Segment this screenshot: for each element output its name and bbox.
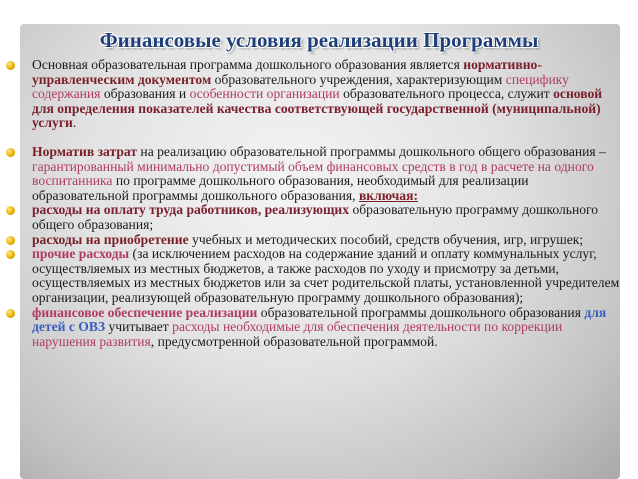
text: Основная образовательная программа дошкольного образования является bbox=[32, 57, 464, 72]
list-item bbox=[0, 247, 638, 305]
text: образовательную программу дошкольного общего образования; bbox=[32, 202, 599, 232]
text: по программе дошкольного образования, необходимый для реализации образовательной программы дошкольного образования, bbox=[32, 173, 529, 203]
highlight: прочие расходы bbox=[32, 246, 130, 262]
bullet-icon bbox=[6, 206, 15, 215]
text: образования и bbox=[100, 86, 190, 102]
text: учитывает bbox=[105, 319, 173, 335]
highlight: специфику содержания bbox=[32, 71, 569, 102]
highlight: Норматив затрат bbox=[32, 143, 138, 159]
slide-title: Финансовые условия реализации Программы bbox=[99, 28, 539, 52]
text: образовательной программы дошкольного образования bbox=[257, 304, 585, 320]
text: учебных и методических пособий, средств обучения, игр, игрушек; bbox=[188, 231, 584, 247]
bullet-icon bbox=[6, 61, 15, 70]
list-item bbox=[0, 145, 638, 203]
highlight: финансовое обеспечение реализации bbox=[32, 304, 258, 320]
bullet-icon bbox=[6, 148, 15, 157]
slide-content bbox=[0, 58, 638, 349]
list-item bbox=[0, 58, 638, 131]
highlight: гарантированный минимально допустимый объем финансовых средств в год в расчете на одного воспитанника bbox=[32, 158, 594, 189]
list-item bbox=[0, 203, 638, 232]
text: образовательного процесса, служит bbox=[339, 86, 554, 102]
text: . bbox=[72, 115, 77, 131]
text: , предусмотренной образовательной программой. bbox=[150, 333, 438, 349]
highlight: особенности организации bbox=[189, 86, 340, 102]
highlight: включая: bbox=[358, 187, 418, 203]
bullet-icon bbox=[6, 250, 15, 259]
bullet-icon bbox=[6, 236, 15, 245]
text: образовательного учреждения, характеризующим bbox=[211, 71, 506, 87]
highlight: нормативно-управленческим документом bbox=[32, 57, 542, 87]
highlight: расходы на приобретение bbox=[32, 231, 189, 247]
highlight: расходы на оплату труда работников, реализующих bbox=[32, 202, 350, 218]
highlight: расходы необходимые для обеспечения деятельности по коррекции нарушения развития bbox=[32, 319, 563, 349]
bullet-icon bbox=[6, 309, 15, 318]
highlight: основой для определения показателей качества соответствующей государственной (муниципальной) услуги bbox=[32, 86, 603, 131]
highlight: для детей с ОВЗ bbox=[32, 304, 607, 335]
text: на реализацию образовательной программы дошкольного общего образования – bbox=[137, 143, 606, 159]
text: (за исключением расходов на содержание зданий и оплату коммунальных услуг, осуществляемых из местных бюджетов, а также расходов по уходу и присмотру за детьми, осуществляемых из местных бюджетов или за счет родительской платы, установленной учредителем организации, реализующей образовательную программу дошкольного образования); bbox=[32, 246, 620, 305]
list-item bbox=[0, 233, 638, 248]
list-item bbox=[0, 306, 638, 350]
